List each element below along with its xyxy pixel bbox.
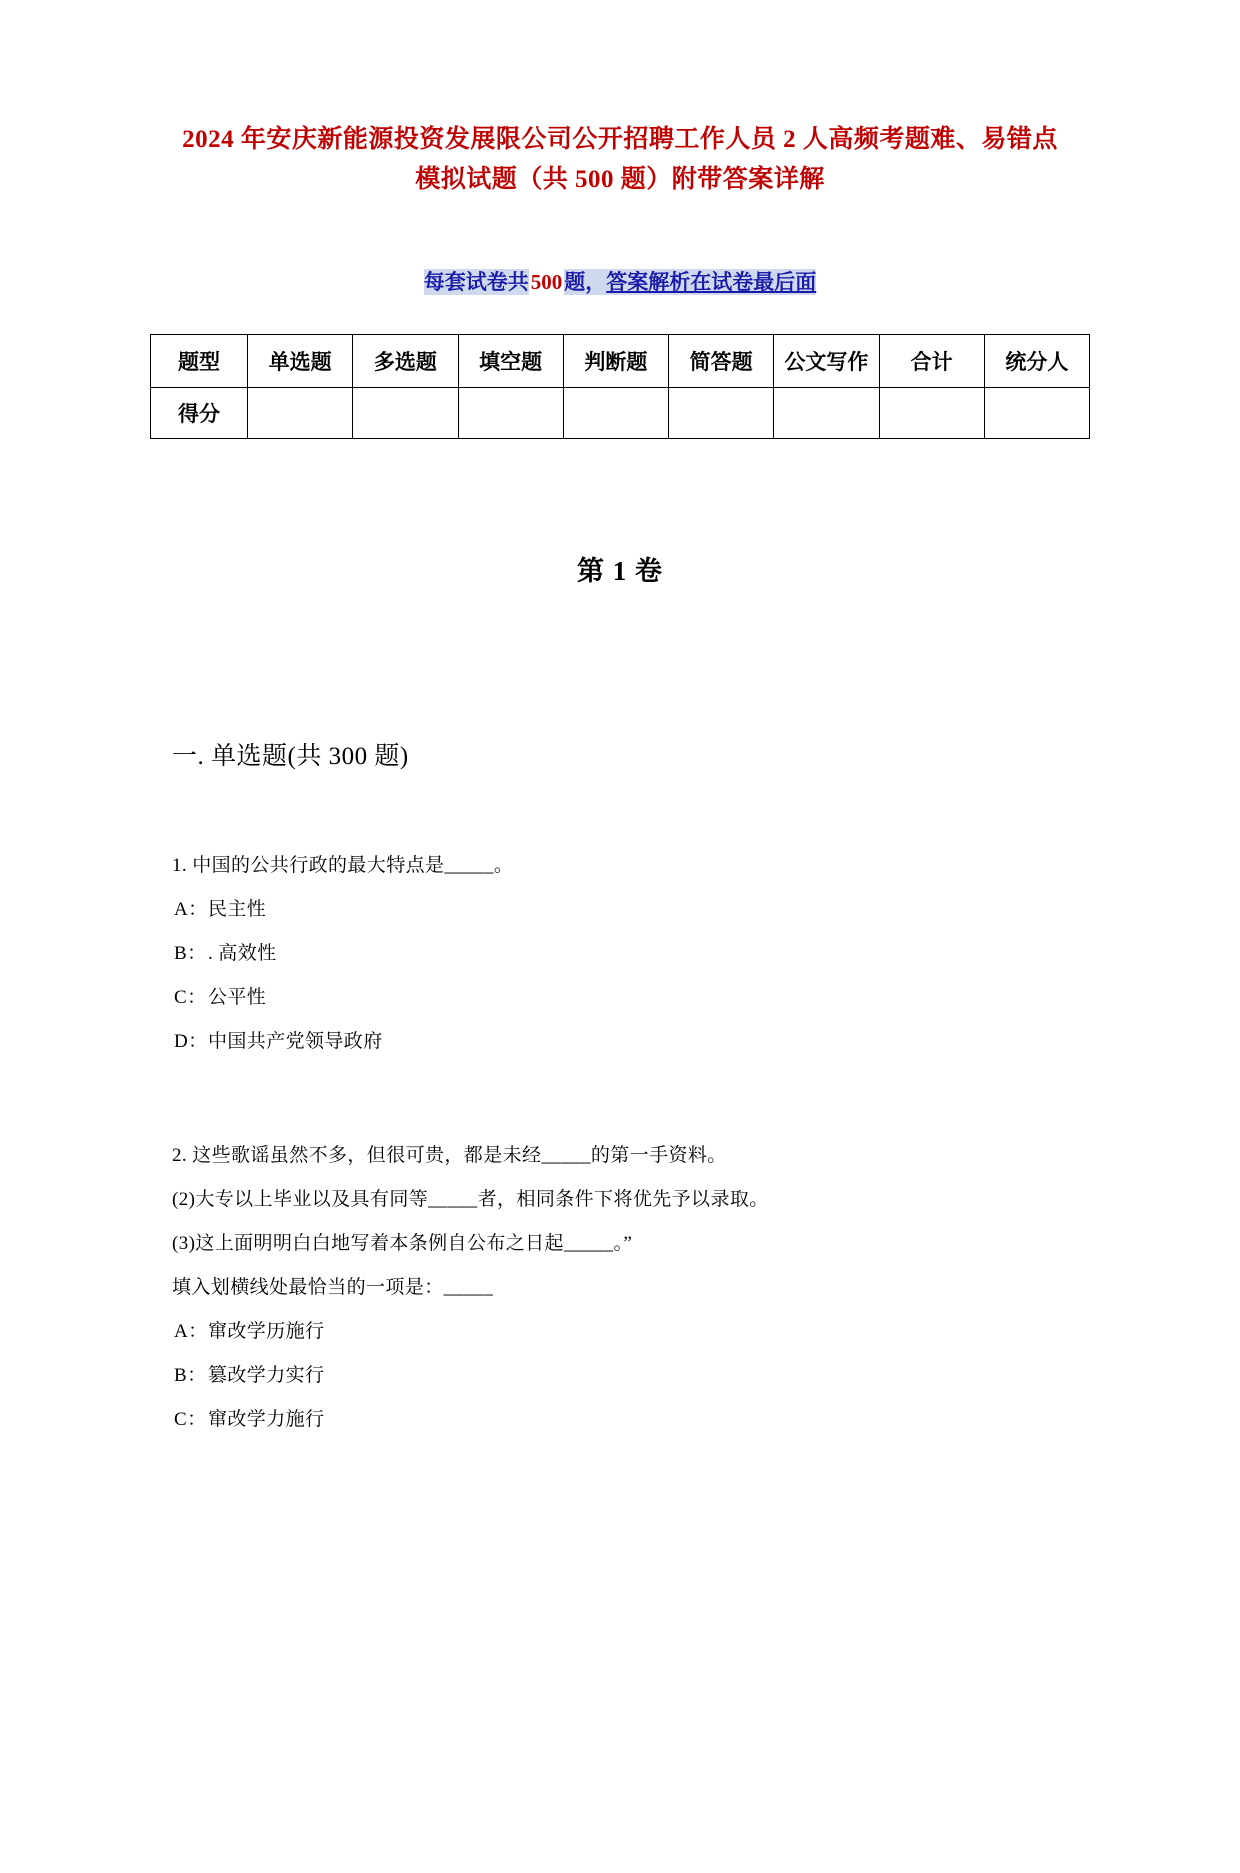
question-stem: 1. 中国的公共行政的最大特点是_____。: [172, 855, 514, 876]
section-title: 一. 单选题(共 300 题): [172, 743, 409, 770]
subtitle-part3: 题，: [564, 270, 607, 294]
question-option[interactable]: [172, 976, 1100, 1020]
table-cell[interactable]: [774, 388, 879, 439]
table-header-row: [151, 335, 1090, 388]
volume-label: 第 1 卷: [577, 556, 663, 586]
question-spacer: [172, 1092, 1100, 1134]
option-label: C：: [174, 1409, 207, 1430]
option-text: 窜改学力施行: [208, 1409, 325, 1430]
table-cell[interactable]: [353, 388, 458, 439]
option-text: 民主性: [208, 899, 267, 920]
option-text: . 高效性: [208, 943, 277, 964]
subtitle-answer-note: 答案解析在试卷最后面: [606, 270, 817, 294]
table-cell[interactable]: [984, 388, 1089, 439]
document-page: [0, 120, 1240, 1873]
table-header-cell: 单选题: [248, 335, 353, 388]
option-text: 篡改学力实行: [208, 1365, 325, 1386]
question-option[interactable]: [172, 888, 1100, 932]
table-header-cell: 公文写作: [774, 335, 879, 388]
option-text: 公平性: [208, 987, 267, 1008]
question-option[interactable]: [172, 1020, 1100, 1064]
question-option[interactable]: [172, 1354, 1100, 1398]
option-label: C：: [174, 987, 207, 1008]
score-table: [150, 334, 1090, 439]
page-title-line2: 模拟试题（共 500 题）附带答案详解: [415, 166, 825, 193]
option-label: B：: [174, 943, 207, 964]
question-stem: 2. 这些歌谣虽然不多，但很可贵，都是未经_____的第一手资料。: [172, 1145, 727, 1166]
option-label: A：: [174, 1321, 208, 1342]
question-item: [172, 844, 1100, 1064]
option-label: A：: [174, 899, 208, 920]
table-header-cell: 多选题: [353, 335, 458, 388]
table-cell[interactable]: [879, 388, 984, 439]
subtitle: [140, 266, 1100, 296]
table-header-cell: 简答题: [669, 335, 774, 388]
table-row: [151, 388, 1090, 439]
option-text: 窜改学历施行: [208, 1321, 325, 1342]
table-header-cell: 合计: [879, 335, 984, 388]
table-header-cell: 填空题: [458, 335, 563, 388]
question-subline: (3)这上面明明白白地写着本条例自公布之日起_____。”: [172, 1233, 633, 1254]
question-subline: 填入划横线处最恰当的一项是：_____: [172, 1277, 494, 1298]
table-header-cell: 题型: [151, 335, 248, 388]
table-cell[interactable]: [669, 388, 774, 439]
table-row-label: 得分: [151, 388, 248, 439]
subtitle-count: 500: [530, 270, 563, 294]
question-list: [172, 844, 1100, 1442]
option-label: D：: [174, 1031, 208, 1052]
subtitle-part1: 每套试卷共: [423, 270, 529, 294]
question-subline: (2)大专以上毕业以及具有同等_____者，相同条件下将优先予以录取。: [172, 1189, 769, 1210]
table-header-cell: 判断题: [563, 335, 668, 388]
option-label: B：: [174, 1365, 207, 1386]
option-text: 中国共产党领导政府: [208, 1031, 383, 1052]
question-option[interactable]: [172, 1310, 1100, 1354]
page-title-line1: 2024 年安庆新能源投资发展限公司公开招聘工作人员 2 人高频考题难、易错点: [182, 126, 1058, 153]
table-cell[interactable]: [458, 388, 563, 439]
table-cell[interactable]: [563, 388, 668, 439]
question-option[interactable]: [172, 932, 1100, 976]
table-cell[interactable]: [248, 388, 353, 439]
question-option[interactable]: [172, 1398, 1100, 1442]
question-item: [172, 1134, 1100, 1442]
table-header-cell: 统分人: [984, 335, 1089, 388]
page-title: [140, 120, 1100, 200]
